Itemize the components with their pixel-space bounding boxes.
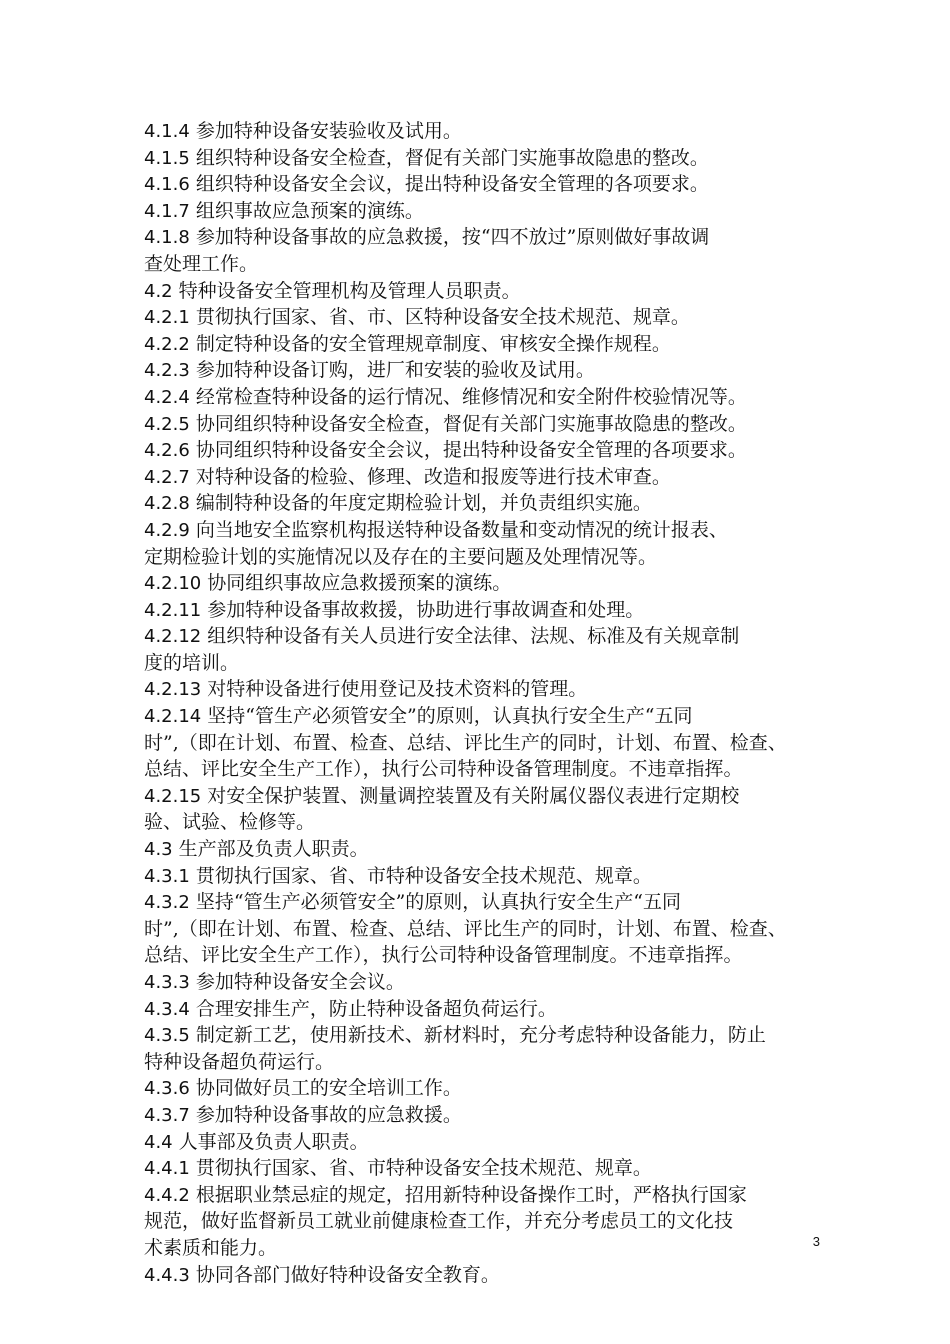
line-text: 坚持“管生产必须管安全”的原则，认真执行安全生产“五同 bbox=[201, 705, 693, 728]
text-line bbox=[144, 942, 834, 969]
line-text: 贯彻执行国家、省、市特种设备安全技术规范、规章。 bbox=[189, 1157, 652, 1180]
section-number: 4.2.7 bbox=[144, 466, 190, 488]
text-line bbox=[144, 1129, 834, 1156]
section-number: 4.2.14 bbox=[144, 706, 202, 728]
line-text: 组织特种设备有关人员进行安全法律、法规、标准及有关规章制 bbox=[201, 625, 740, 648]
line-text: 参加特种设备事故救援，协助进行事故调查和处理。 bbox=[201, 598, 645, 621]
line-text: 根据职业禁忌症的规定，招用新特种设备操作工时，严格执行国家 bbox=[189, 1183, 747, 1206]
line-text: 对特种设备的检验、修理、改造和报废等进行技术审查。 bbox=[189, 465, 671, 488]
line-text: 贯彻执行国家、省、市特种设备安全技术规范、规章。 bbox=[189, 864, 652, 887]
section-number: 4.2.8 bbox=[144, 493, 190, 515]
text-line bbox=[144, 889, 834, 916]
text-line bbox=[144, 1102, 834, 1129]
line-text: 贯彻执行国家、省、市、区特种设备安全技术规范、规章。 bbox=[189, 306, 690, 329]
section-number: 4.3.6 bbox=[144, 1078, 190, 1100]
line-text: 总结、评比安全生产工作），执行公司特种设备管理制度。不违章指挥。 bbox=[144, 758, 743, 781]
section-number: 4.2 bbox=[144, 280, 173, 302]
line-text: 参加特种设备安装验收及试用。 bbox=[189, 120, 462, 142]
line-text: 度的培训。 bbox=[144, 651, 240, 674]
section-number: 4.1.5 bbox=[144, 147, 190, 169]
line-text: 查处理工作。 bbox=[144, 252, 259, 275]
line-text: 参加特种设备事故的应急救援。 bbox=[189, 1103, 462, 1126]
line-text: 术素质和能力。 bbox=[144, 1236, 278, 1259]
text-line bbox=[144, 863, 834, 890]
text-line bbox=[144, 809, 834, 836]
text-line bbox=[144, 703, 834, 730]
line-text: 规范，做好监督新员工就业前健康检查工作，并充分考虑员工的文化技 bbox=[144, 1210, 734, 1233]
line-text: 坚持“管生产必须管安全”的原则，认真执行安全生产“五同 bbox=[189, 891, 681, 914]
text-line bbox=[144, 1262, 834, 1289]
section-number: 4.3.2 bbox=[144, 892, 190, 914]
line-text: 参加特种设备订购，进厂和安装的验收及试用。 bbox=[189, 359, 595, 382]
line-text: 组织特种设备安全会议，提出特种设备安全管理的各项要求。 bbox=[189, 173, 709, 196]
line-text: 制定新工艺，使用新技术、新材料时，充分考虑特种设备能力，防止 bbox=[189, 1024, 766, 1047]
text-line bbox=[144, 676, 834, 703]
text-line bbox=[144, 1182, 834, 1209]
line-text: 定期检验计划的实施情况以及存在的主要问题及处理情况等。 bbox=[144, 545, 658, 568]
line-text: 制定特种设备的安全管理规章制度、审核安全操作规程。 bbox=[189, 332, 671, 355]
section-number: 4.2.9 bbox=[144, 519, 190, 541]
line-text: 协同组织特种设备安全检查，督促有关部门实施事故隐患的整改。 bbox=[189, 412, 747, 435]
text-line bbox=[144, 544, 834, 571]
line-text: 协同组织事故应急救援预案的演练。 bbox=[201, 572, 512, 595]
text-line bbox=[144, 145, 834, 172]
section-number: 4.4.1 bbox=[144, 1158, 190, 1180]
section-number: 4.1.6 bbox=[144, 174, 190, 196]
document-body bbox=[144, 118, 834, 1288]
page-number: 3 bbox=[812, 1234, 820, 1249]
text-line bbox=[144, 1208, 834, 1235]
line-text: 参加特种设备安全会议。 bbox=[189, 971, 405, 993]
text-line bbox=[144, 357, 834, 384]
line-text: 生产部及负责人职责。 bbox=[172, 838, 369, 861]
text-line bbox=[144, 118, 834, 145]
section-number: 4.2.3 bbox=[144, 360, 190, 382]
line-text: 协同做好员工的安全培训工作。 bbox=[189, 1077, 462, 1100]
text-line bbox=[144, 1022, 834, 1049]
line-text: 人事部及负责人职责。 bbox=[172, 1130, 369, 1153]
line-text: 总结、评比安全生产工作），执行公司特种设备管理制度。不违章指挥。 bbox=[144, 944, 743, 967]
section-number: 4.2.10 bbox=[144, 573, 202, 595]
section-number: 4.4 bbox=[144, 1131, 173, 1153]
section-number: 4.3.5 bbox=[144, 1025, 190, 1047]
text-line bbox=[144, 278, 834, 305]
section-number: 4.2.12 bbox=[144, 626, 202, 648]
section-number: 4.3.7 bbox=[144, 1104, 190, 1126]
text-line bbox=[144, 756, 834, 783]
section-number: 4.3.4 bbox=[144, 998, 190, 1020]
line-text: 合理安排生产，防止特种设备超负荷运行。 bbox=[189, 997, 557, 1020]
text-line bbox=[144, 1155, 834, 1182]
section-number: 4.4.3 bbox=[144, 1264, 190, 1286]
text-line bbox=[144, 198, 834, 225]
section-number: 4.2.13 bbox=[144, 679, 202, 701]
section-number: 4.3 bbox=[144, 839, 173, 861]
line-text: 特种设备超负荷运行。 bbox=[144, 1050, 335, 1073]
line-text: 对特种设备进行使用登记及技术资料的管理。 bbox=[201, 678, 588, 701]
section-number: 4.2.2 bbox=[144, 333, 190, 355]
text-line bbox=[144, 1049, 834, 1076]
text-line bbox=[144, 411, 834, 438]
section-number: 4.2.4 bbox=[144, 386, 190, 408]
text-line bbox=[144, 171, 834, 198]
line-text: 验、试验、检修等。 bbox=[144, 811, 316, 834]
section-number: 4.3.1 bbox=[144, 865, 190, 887]
text-line bbox=[144, 1075, 834, 1102]
line-text: 时”,（即在计划、布置、检查、总结、评比生产的同时，计划、布置、检查、 bbox=[144, 917, 787, 940]
line-text: 协同各部门做好特种设备安全教育。 bbox=[189, 1263, 500, 1286]
section-number: 4.2.11 bbox=[144, 599, 202, 621]
section-number: 4.2.5 bbox=[144, 413, 190, 435]
line-text: 组织特种设备安全检查，督促有关部门实施事故隐患的整改。 bbox=[189, 146, 709, 169]
text-line bbox=[144, 916, 834, 943]
section-number: 4.3.3 bbox=[144, 972, 190, 993]
text-line bbox=[144, 597, 834, 624]
line-text: 编制特种设备的年度定期检验计划，并负责组织实施。 bbox=[189, 492, 652, 515]
text-line bbox=[144, 783, 834, 810]
section-number: 4.1.7 bbox=[144, 200, 190, 222]
section-number: 4.2.15 bbox=[144, 785, 202, 807]
line-text: 组织事故应急预案的演练。 bbox=[189, 199, 424, 222]
text-line bbox=[144, 224, 834, 251]
section-number: 4.4.2 bbox=[144, 1184, 190, 1206]
line-text: 参加特种设备事故的应急救援，按“四不放过”原则做好事故调 bbox=[189, 226, 710, 249]
text-line bbox=[144, 1235, 834, 1262]
line-text: 对安全保护装置、测量调控装置及有关附属仪器仪表进行定期校 bbox=[201, 784, 740, 807]
text-line bbox=[144, 464, 834, 491]
text-line bbox=[144, 570, 834, 597]
section-number: 4.2.1 bbox=[144, 307, 190, 329]
text-line bbox=[144, 730, 834, 757]
line-text: 时”,（即在计划、布置、检查、总结、评比生产的同时，计划、布置、检查、 bbox=[144, 731, 787, 754]
line-text: 向当地安全监察机构报送特种设备数量和变动情况的统计报表、 bbox=[189, 518, 728, 541]
line-text: 特种设备安全管理机构及管理人员职责。 bbox=[172, 279, 521, 302]
text-line bbox=[144, 331, 834, 358]
text-line bbox=[144, 384, 834, 411]
text-line bbox=[144, 996, 834, 1023]
line-text: 协同组织特种设备安全会议，提出特种设备安全管理的各项要求。 bbox=[189, 439, 747, 462]
section-number: 4.2.6 bbox=[144, 440, 190, 462]
text-line bbox=[144, 490, 834, 517]
text-line bbox=[144, 623, 834, 650]
text-line bbox=[144, 437, 834, 464]
line-text: 经常检查特种设备的运行情况、维修情况和安全附件校验情况等。 bbox=[189, 385, 747, 408]
text-line bbox=[144, 251, 834, 278]
text-line bbox=[144, 304, 834, 331]
text-line bbox=[144, 836, 834, 863]
text-line bbox=[144, 650, 834, 677]
section-number: 4.1.4 bbox=[144, 121, 190, 142]
section-number: 4.1.8 bbox=[144, 227, 190, 249]
text-line bbox=[144, 969, 834, 996]
text-line bbox=[144, 517, 834, 544]
